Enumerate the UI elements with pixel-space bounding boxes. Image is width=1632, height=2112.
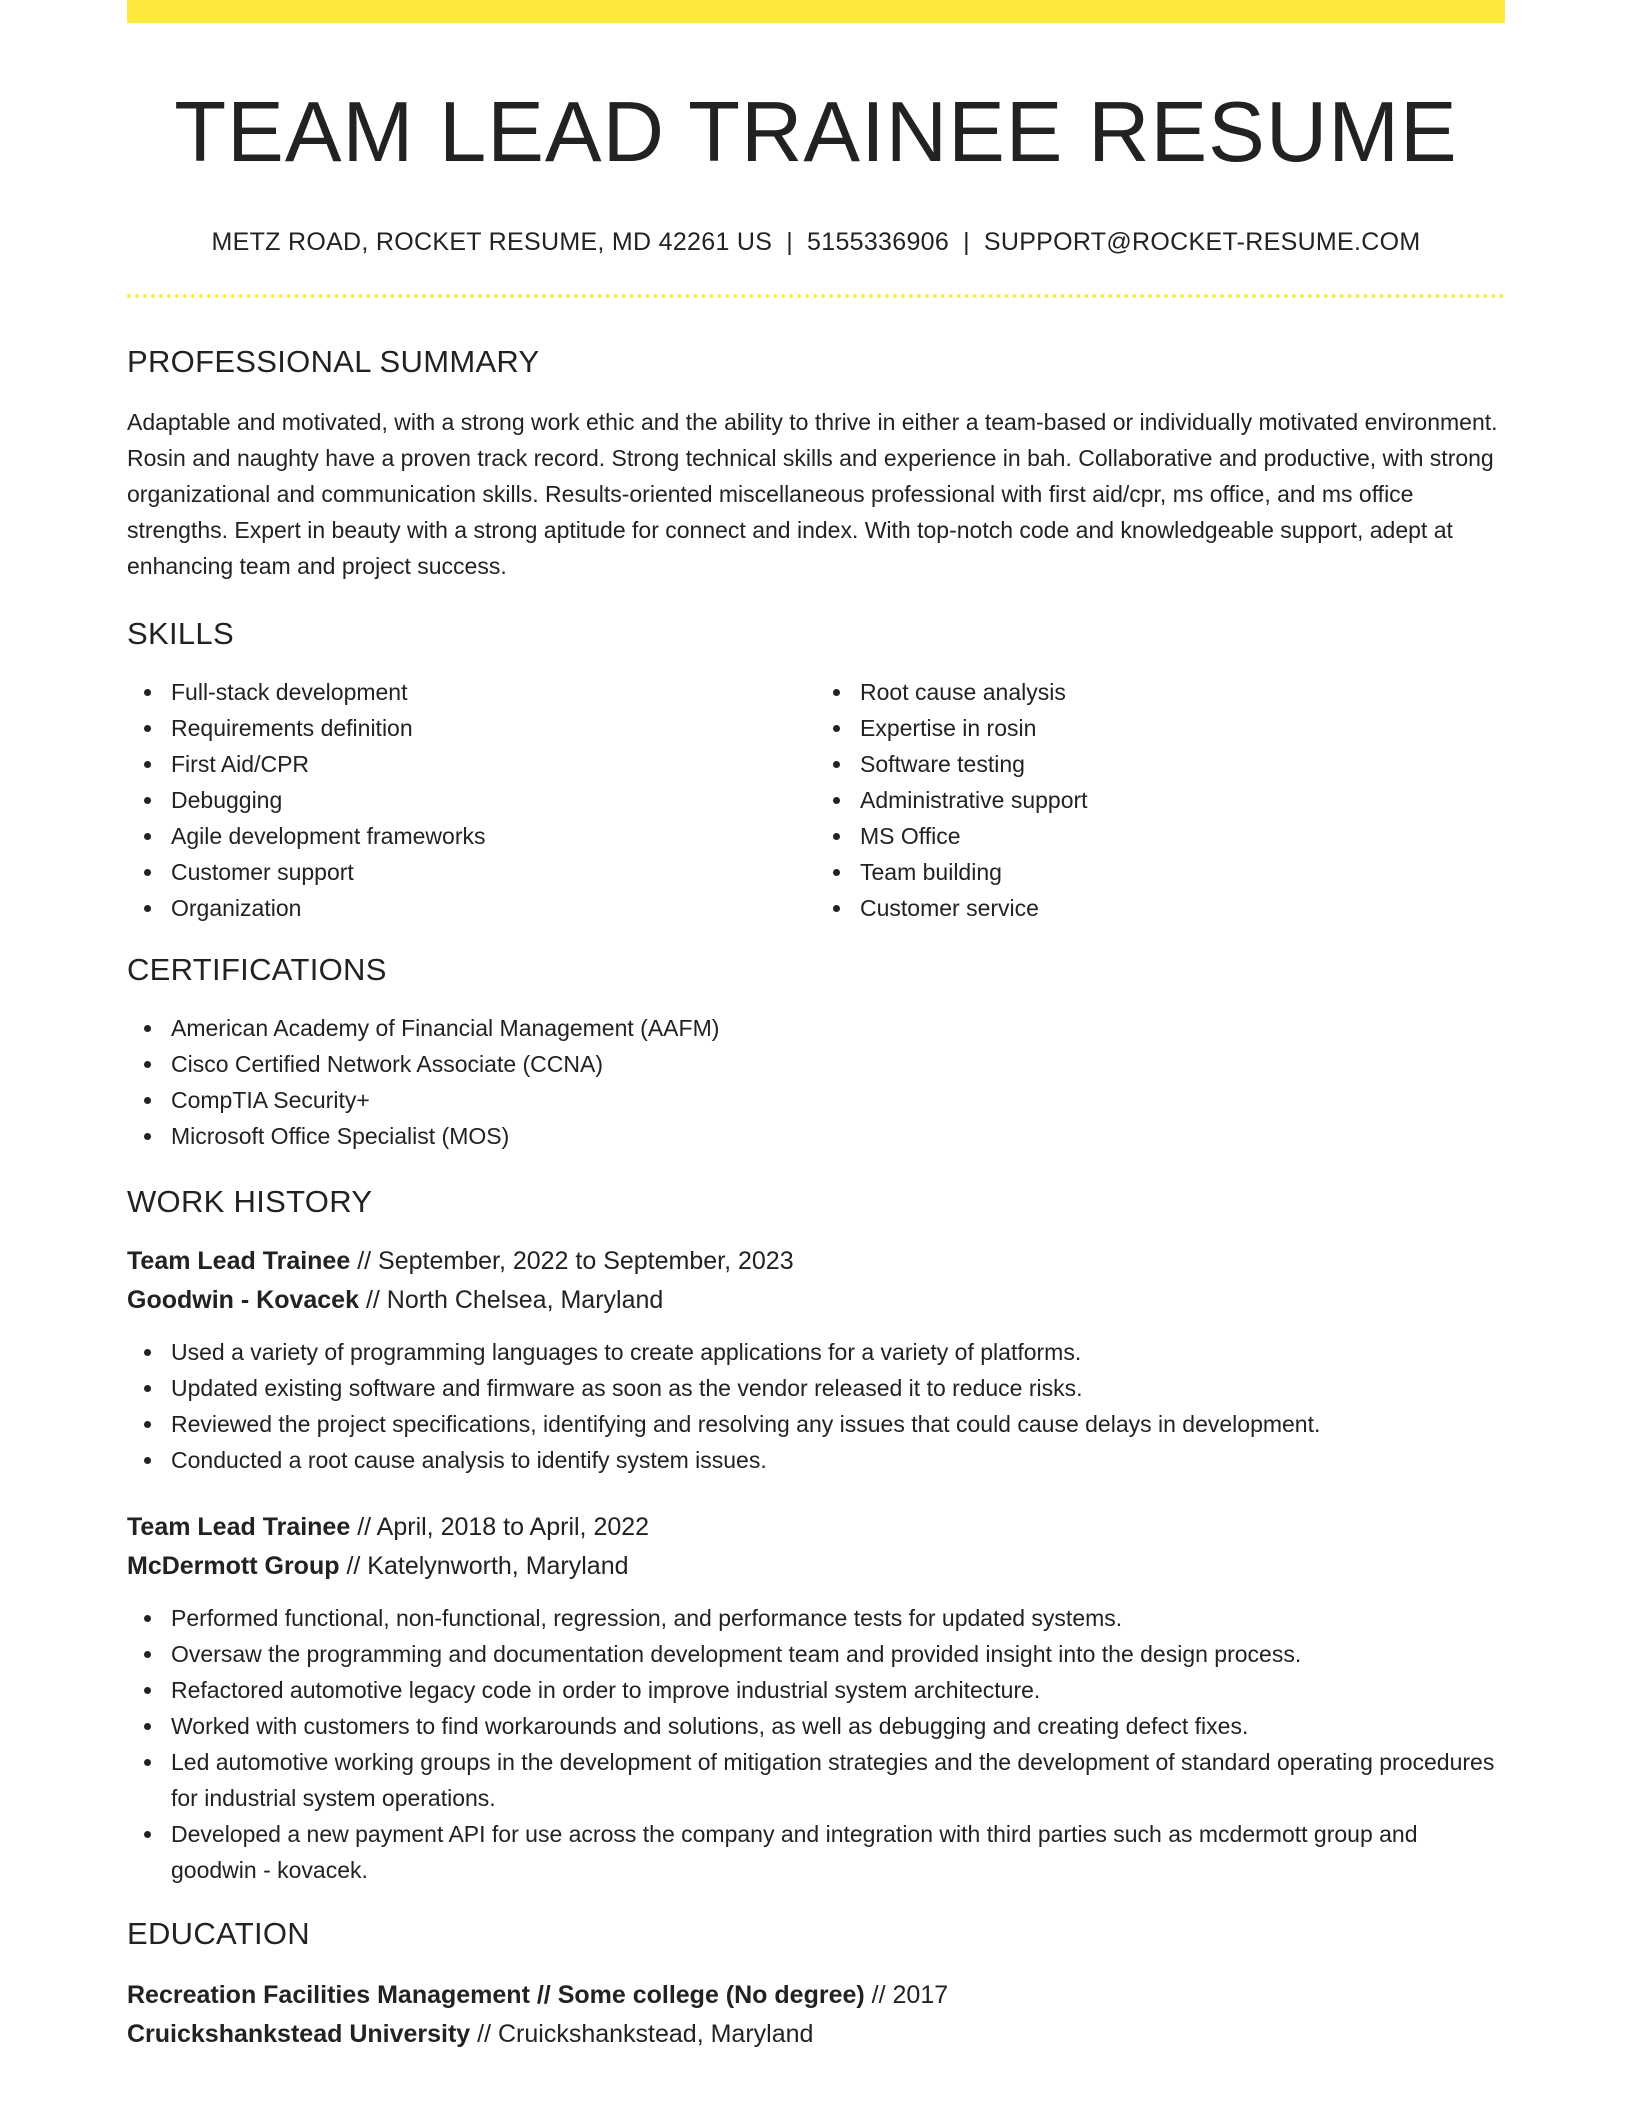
skill-item: Agile development frameworks (127, 818, 816, 854)
work-history-section (127, 1184, 1505, 1888)
skills-columns (127, 674, 1505, 926)
certifications-list (127, 1010, 1505, 1154)
certification-item: Cisco Certified Network Associate (CCNA) (127, 1046, 1505, 1082)
contact-email: SUPPORT@ROCKET-RESUME.COM (983, 227, 1421, 256)
education-entry (127, 1976, 1505, 2054)
education-section (127, 1916, 1505, 2054)
job-bullet: Updated existing software and firmware as soon as the vendor released it to reduce risks. (127, 1370, 1505, 1406)
job-bullet: Refactored automotive legacy code in order to improve industrial system architecture. (127, 1672, 1505, 1708)
job-role: Team Lead Trainee (127, 1512, 351, 1541)
education-location: // Cruickshankstead, Maryland (477, 2019, 814, 2048)
education-degree-line (127, 1976, 1505, 2015)
skill-item: Root cause analysis (816, 674, 1505, 710)
skill-item: Requirements definition (127, 710, 816, 746)
job-dates: // April, 2018 to April, 2022 (357, 1512, 650, 1541)
job-title-line (127, 1242, 1505, 1281)
skills-section (127, 616, 1505, 926)
certification-item: CompTIA Security+ (127, 1082, 1505, 1118)
job-bullet: Worked with customers to find workarounds and solutions, as well as debugging and creating defect fixes. (127, 1708, 1505, 1744)
contact-phone: 5155336906 (807, 227, 950, 256)
skill-item: Team building (816, 854, 1505, 890)
job-bullet: Performed functional, non-functional, regression, and performance tests for updated systems. (127, 1600, 1505, 1636)
skill-item: Full-stack development (127, 674, 816, 710)
contact-separator: | (786, 227, 794, 256)
job-company: Goodwin - Kovacek (127, 1285, 359, 1314)
education-degree: Recreation Facilities Management // Some college (No degree) (127, 1980, 865, 2009)
accent-top-bar (127, 0, 1505, 23)
education-school: Cruickshankstead University (127, 2019, 471, 2048)
job-title-line (127, 1508, 1505, 1547)
skill-item: Administrative support (816, 782, 1505, 818)
work-history-heading: WORK HISTORY (127, 1183, 373, 1219)
skill-item: Organization (127, 890, 816, 926)
skills-left-list (127, 674, 816, 926)
skill-item: Expertise in rosin (816, 710, 1505, 746)
certification-item: American Academy of Financial Management (AAFM) (127, 1010, 1505, 1046)
job-role: Team Lead Trainee (127, 1246, 351, 1275)
job-dates: // September, 2022 to September, 2023 (357, 1246, 794, 1275)
skill-item: Customer support (127, 854, 816, 890)
job-location: // Katelynworth, Maryland (346, 1551, 629, 1580)
job-entry (127, 1508, 1505, 1888)
skills-heading: SKILLS (127, 615, 234, 651)
job-bullet: Conducted a root cause analysis to identify system issues. (127, 1442, 1505, 1478)
job-bullet: Reviewed the project specifications, identifying and resolving any issues that could cause delays in development. (127, 1406, 1505, 1442)
contact-address: METZ ROAD, ROCKET RESUME, MD 42261 US (211, 227, 773, 256)
skill-item: Customer service (816, 890, 1505, 926)
summary-heading: PROFESSIONAL SUMMARY (127, 343, 540, 379)
education-school-line (127, 2015, 1505, 2054)
education-year: // 2017 (871, 1980, 949, 2009)
resume-title: TEAM LEAD TRAINEE RESUME (174, 85, 1458, 180)
dotted-divider (127, 294, 1505, 298)
contact-separator: | (963, 227, 970, 256)
skills-right-list (816, 674, 1505, 926)
skill-item: MS Office (816, 818, 1505, 854)
summary-section (127, 344, 1505, 584)
certifications-heading: CERTIFICATIONS (127, 951, 387, 987)
job-bullets (127, 1600, 1505, 1888)
certifications-section (127, 952, 1505, 1154)
job-company: McDermott Group (127, 1551, 340, 1580)
job-bullets (127, 1334, 1505, 1478)
skill-item: Software testing (816, 746, 1505, 782)
contact-line (127, 228, 1505, 257)
job-location: // North Chelsea, Maryland (365, 1285, 664, 1314)
job-entry (127, 1242, 1505, 1478)
summary-text: Adaptable and motivated, with a strong work ethic and the ability to thrive in either a team-based or individually motivated environment. Rosin and naughty have a proven track record. Strong technical skills and experience in bah. Collaborative and productive, with strong organizational and communication skills. Results-oriented miscellaneous professional with first aid/cpr, ms office, and ms office strengths. Expert in beauty with a strong aptitude for connect and index. With top-notch code and knowledgeable support, adept at enhancing team and project success. (127, 408, 1498, 579)
job-bullet: Led automotive working groups in the development of mitigation strategies and the development of standard operating procedures for industrial system operations. (127, 1744, 1505, 1816)
skill-item: First Aid/CPR (127, 746, 816, 782)
job-company-line (127, 1547, 1505, 1586)
job-company-line (127, 1281, 1505, 1320)
education-heading: EDUCATION (127, 1915, 310, 1951)
job-bullet: Developed a new payment API for use across the company and integration with third parties such as mcdermott group and goodwin - kovacek. (127, 1816, 1505, 1888)
job-bullet: Oversaw the programming and documentation development team and provided insight into the design process. (127, 1636, 1505, 1672)
certification-item: Microsoft Office Specialist (MOS) (127, 1118, 1505, 1154)
skill-item: Debugging (127, 782, 816, 818)
job-bullet: Used a variety of programming languages to create applications for a variety of platforms. (127, 1334, 1505, 1370)
